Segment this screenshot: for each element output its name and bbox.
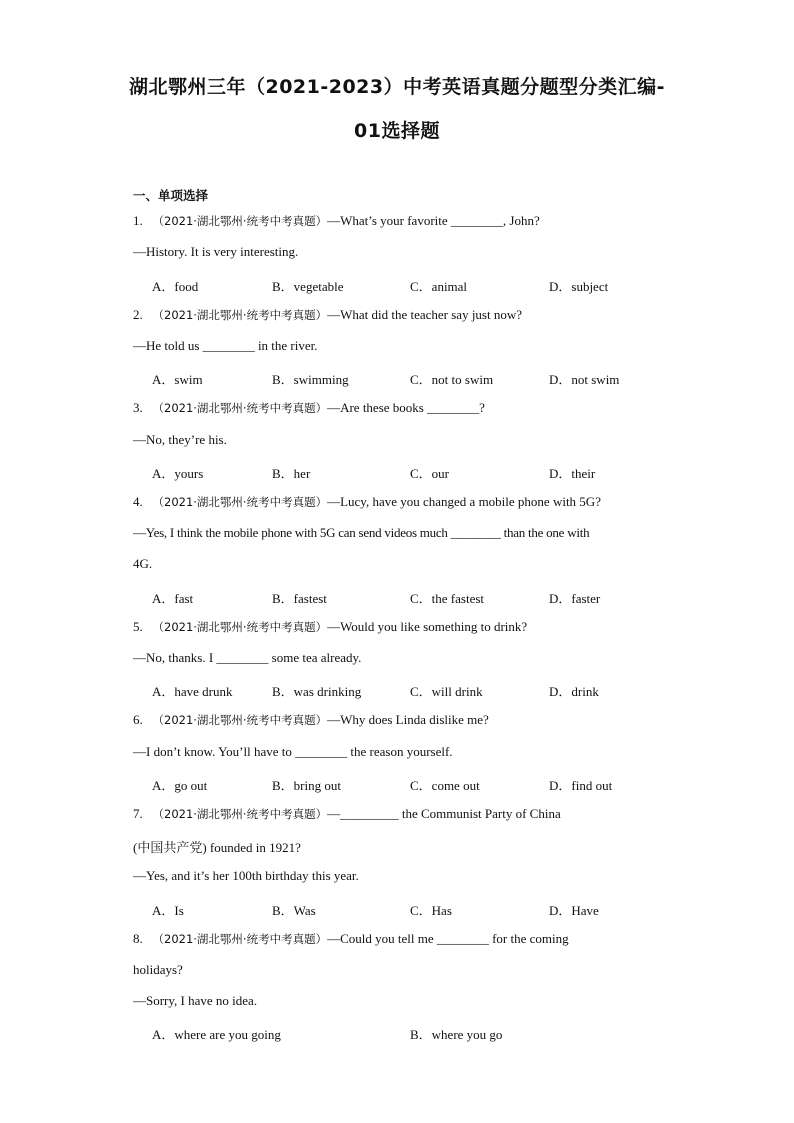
question-2-stem: 2. （2021·湖北鄂州·统考中考真题）—What did the teacher say just now? (133, 307, 523, 322)
q4-option-d: D．faster (549, 591, 601, 606)
q8-option-b: B．where you go (410, 1027, 503, 1042)
question-8-reply: —Sorry, I have no idea. (133, 993, 258, 1008)
q5-option-c: C．will drink (410, 684, 483, 699)
question-5-reply: —No, thanks. I ________ some tea already. (133, 650, 362, 665)
q7-option-a: A．Is (152, 903, 184, 918)
question-4-stem: 4. （2021·湖北鄂州·统考中考真题）—Lucy, have you changed a mobile phone with 5G? (133, 494, 601, 509)
question-4-reply: —Yes, I think the mobile phone with 5G can send videos much ________ than the one with (133, 525, 590, 540)
q3-option-b: B．her (272, 466, 311, 481)
question-source: （2021·湖北鄂州·统考中考真题） (152, 214, 328, 228)
question-source: （2021·湖北鄂州·统考中考真题） (152, 308, 328, 322)
q3-option-a: A．yours (152, 466, 204, 481)
question-3-stem: 3. （2021·湖北鄂州·统考中考真题）—Are these books ________? (133, 400, 485, 415)
q1-option-b: B．vegetable (272, 279, 344, 294)
question-8-stem: 8. （2021·湖北鄂州·统考中考真题）—Could you tell me ________ for the coming (133, 931, 569, 946)
page-title-line2: 01选择题 (354, 120, 440, 142)
question-source: （2021·湖北鄂州·统考中考真题） (152, 713, 328, 727)
q1-option-d: D．subject (549, 279, 609, 294)
question-8-stem-cont: holidays? (133, 962, 183, 977)
question-1-reply: —History. It is very interesting. (133, 244, 299, 259)
q2-option-a: A．swim (152, 372, 203, 387)
question-7-stem: 7. （2021·湖北鄂州·统考中考真题）—_________ the Communist Party of China (133, 806, 561, 821)
question-7-stem-cont: (中国共产党) founded in 1921? (133, 840, 301, 855)
q5-option-a: A．have drunk (152, 684, 233, 699)
question-2-reply: —He told us ________ in the river. (133, 338, 318, 353)
q2-option-d: D．not swim (549, 372, 620, 387)
q7-option-c: C．Has (410, 903, 452, 918)
q6-option-c: C．come out (410, 778, 480, 793)
question-1-stem: 1. （2021·湖北鄂州·统考中考真题）—What’s your favorite ________, John? (133, 213, 540, 228)
q7-option-b: B．Was (272, 903, 316, 918)
q1-option-c: C．animal (410, 279, 468, 294)
q8-option-a: A．where are you going (152, 1027, 281, 1042)
page-title: 湖北鄂州三年（2021-2023）中考英语真题分题型分类汇编- (128, 76, 666, 98)
section-heading: 一、单项选择 (133, 188, 209, 203)
q2-option-c: C．not to swim (410, 372, 494, 387)
q1-option-a: A．food (152, 279, 199, 294)
question-source: （2021·湖北鄂州·统考中考真题） (152, 807, 328, 821)
question-6-reply: —I don’t know. You’ll have to ________ the reason yourself. (133, 744, 453, 759)
question-5-stem: 5. （2021·湖北鄂州·统考中考真题）—Would you like something to drink? (133, 619, 528, 634)
q2-option-b: B．swimming (272, 372, 349, 387)
q4-option-b: B．fastest (272, 591, 327, 606)
question-source: （2021·湖北鄂州·统考中考真题） (152, 495, 328, 509)
q5-option-d: D．drink (549, 684, 599, 699)
q6-option-d: D．find out (549, 778, 613, 793)
q3-option-d: D．their (549, 466, 596, 481)
question-source: （2021·湖北鄂州·统考中考真题） (152, 620, 328, 634)
q4-option-c: C．the fastest (410, 591, 485, 606)
q6-option-b: B．bring out (272, 778, 341, 793)
question-4-reply-cont: 4G. (133, 556, 153, 571)
question-source: （2021·湖北鄂州·统考中考真题） (152, 401, 328, 415)
question-3-reply: —No, they’re his. (133, 432, 227, 447)
q3-option-c: C．our (410, 466, 450, 481)
q7-option-d: D．Have (549, 903, 599, 918)
question-7-reply: —Yes, and it’s her 100th birthday this year. (133, 868, 359, 883)
question-6-stem: 6. （2021·湖北鄂州·统考中考真题）—Why does Linda dislike me? (133, 712, 489, 727)
q6-option-a: A．go out (152, 778, 208, 793)
q4-option-a: A．fast (152, 591, 194, 606)
question-source: （2021·湖北鄂州·统考中考真题） (152, 932, 328, 946)
q5-option-b: B．was drinking (272, 684, 362, 699)
